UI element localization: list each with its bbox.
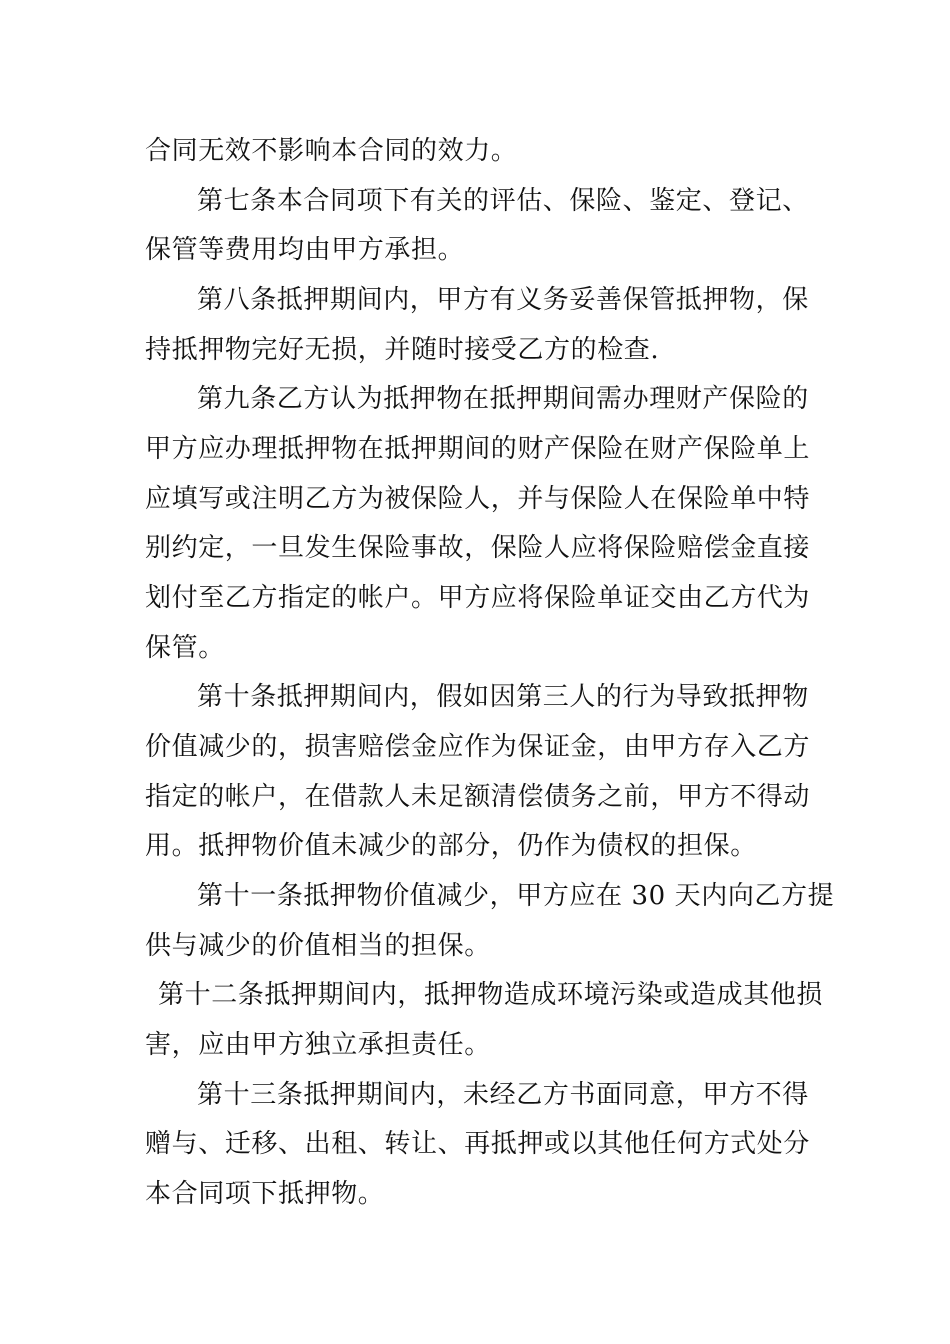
text-line: 害，应由甲方独立承担责任。 [145,1030,491,1060]
text-line: 第十条抵押期间内，假如因第三人的行为导致抵押物 [197,682,809,712]
text-line: 甲方应办理抵押物在抵押期间的财产保险在财产保险单上 [145,434,811,464]
text-line: 赠与、迁移、出租、转让、再抵押或以其他任何方式处分 [145,1129,811,1159]
text-line: 保管。 [145,633,225,663]
text-line: 第十一条抵押物价值减少，甲方应在 30 天内向乙方提 [197,881,835,911]
text-line: 用。抵押物价值未减少的部分，仍作为债权的担保。 [145,831,757,861]
text-line: 别约定，一旦发生保险事故，保险人应将保险赔偿金直接 [145,533,811,563]
text-line: 第十二条抵押期间内，抵押物造成环境污染或造成其他损 [158,980,824,1010]
text-line: 本合同项下抵押物。 [145,1179,385,1209]
text-line: 应填写或注明乙方为被保险人，并与保险人在保险单中特 [145,484,811,514]
text-line: 价值减少的，损害赔偿金应作为保证金，由甲方存入乙方 [145,732,811,762]
text-line: 保管等费用均由甲方承担。 [145,235,465,265]
text-line: 第八条抵押期间内，甲方有义务妥善保管抵押物，保 [197,285,809,315]
text-line: 指定的帐户，在借款人未足额清偿债务之前，甲方不得动 [145,782,811,812]
text-line: 供与减少的价值相当的担保。 [145,931,491,961]
text-line: 第七条本合同项下有关的评估、保险、鉴定、登记、 [197,186,809,216]
text-line: 划付至乙方指定的帐户。甲方应将保险单证交由乙方代为 [145,583,811,613]
text-line: 持抵押物完好无损，并随时接受乙方的检查. [145,335,660,365]
text-line: 第十三条抵押期间内，未经乙方书面同意，甲方不得 [197,1080,809,1110]
text-line: 合同无效不影响本合同的效力。 [145,136,518,166]
text-line: 第九条乙方认为抵押物在抵押期间需办理财产保险的 [197,384,809,414]
